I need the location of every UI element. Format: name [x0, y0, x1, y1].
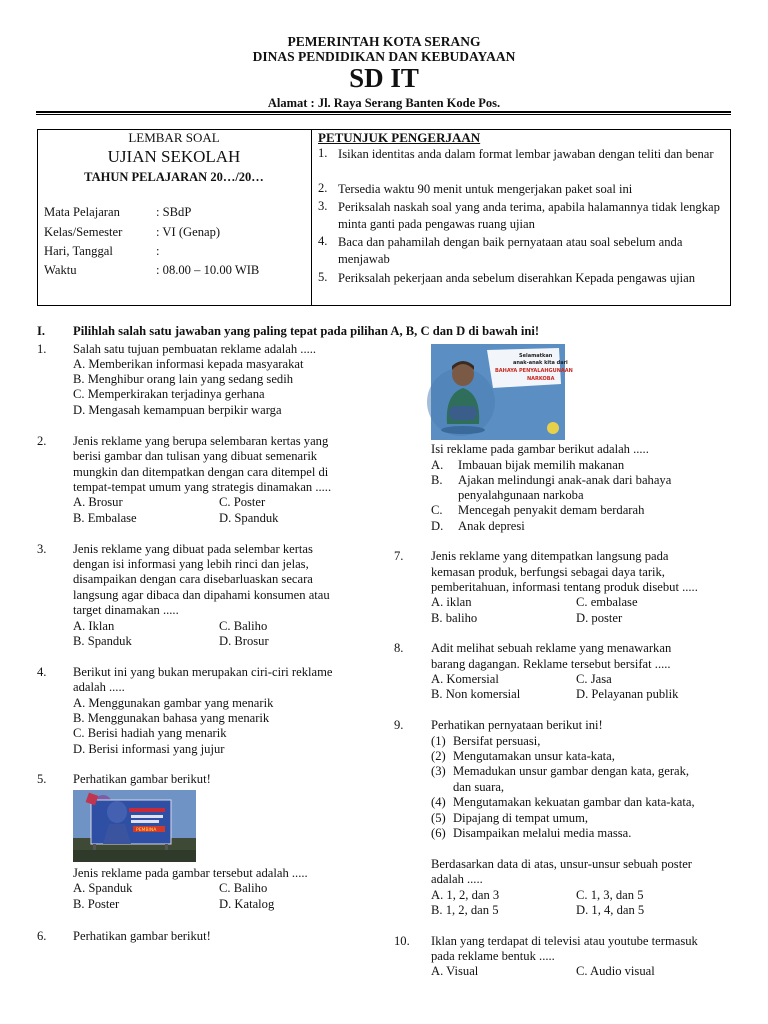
sheet-label: LEMBAR SOAL: [128, 130, 220, 145]
section-title: Pilihlah salah satu jawaban yang paling tepat pada pilihan A, B, C dan D di bawah ini!: [73, 324, 540, 338]
meta-label-date: Hari, Tanggal: [44, 244, 113, 258]
answer-letter: B.: [431, 473, 443, 487]
question-text: Jenis reklame yang dibuat pada selembar kertas: [73, 542, 313, 556]
government-heading: PEMERINTAH KOTA SERANG: [287, 34, 481, 49]
answer-option: D. Katalog: [219, 897, 275, 911]
meta-label-class: Kelas/Semester: [44, 225, 123, 239]
instruction-number: 2.: [318, 181, 328, 195]
poster-line-1: Selamatkan: [519, 353, 553, 359]
statement-number: (5): [431, 811, 446, 825]
answer-option: A. Visual: [431, 964, 479, 978]
question-number: 4.: [37, 665, 47, 679]
answer-option: C. Jasa: [576, 672, 612, 686]
question-text: pada reklame bentuk .....: [431, 949, 555, 963]
statement-text: Mengutamakan kekuatan gambar dan kata-kata,: [453, 795, 695, 809]
statement-text: Bersifat persuasi,: [453, 734, 541, 748]
answer-option: D. Berisi informasi yang jujur: [73, 742, 225, 756]
statement-number: (4): [431, 795, 446, 809]
statement-number: (6): [431, 826, 446, 840]
answer-option: A. iklan: [431, 595, 472, 609]
question-text: adalah .....: [73, 680, 125, 694]
answer-option: D. 1, 4, dan 5: [576, 903, 645, 917]
answer-option: C. Baliho: [219, 619, 268, 633]
question-number: 5.: [37, 772, 47, 786]
question-text: Isi reklame pada gambar berikut adalah .....: [431, 442, 649, 456]
answer-option: A. Brosur: [73, 495, 123, 509]
question-number: 6.: [37, 929, 47, 943]
answer-option: D. Mengasah kemampuan berpikir warga: [73, 403, 282, 417]
question-text: langsung agar dibaca dan dipahami konsumen atau: [73, 588, 330, 602]
statement-text: Disampaikan melalui media massa.: [453, 826, 632, 840]
meta-value-subject: : SBdP: [156, 205, 192, 219]
answer-option: B. Menghibur orang lain yang sedang sedih: [73, 372, 293, 386]
question-number: 10.: [394, 934, 410, 948]
header-rule-thin: [36, 114, 731, 115]
meta-value-time: : 08.00 – 10.00 WIB: [156, 263, 260, 277]
info-box-divider: [311, 129, 312, 306]
answer-option: A. Komersial: [431, 672, 499, 686]
answer-option: Mencegah penyakit demam berdarah: [458, 503, 645, 517]
section-number: I.: [37, 324, 46, 338]
poster-line-3: BAHAYA PENYALAHGUNAAN: [495, 368, 573, 374]
answer-option: C. Baliho: [219, 881, 268, 895]
question-text: Salah satu tujuan pembuatan reklame adalah .....: [73, 342, 317, 356]
instruction-number: 1.: [318, 146, 328, 160]
statement-text: Dipajang di tempat umum,: [453, 811, 589, 825]
answer-option: Imbauan bijak memilih makanan: [458, 458, 625, 472]
answer-option: A. 1, 2, dan 3: [431, 888, 500, 902]
question-text: Jenis reklame pada gambar tersebut adalah .....: [73, 866, 308, 880]
answer-option: A. Menggunakan gambar yang menarik: [73, 696, 274, 710]
answer-option: D. poster: [576, 611, 623, 625]
answer-option: D. Pelayanan publik: [576, 687, 679, 701]
question-text: target dinamakan .....: [73, 603, 179, 617]
answer-option: B. baliho: [431, 611, 478, 625]
instructions-title: PETUNJUK PENGERJAAN: [318, 130, 481, 145]
academic-year: TAHUN PELAJARAN 20…/20…: [84, 170, 264, 184]
question-number: 8.: [394, 641, 404, 655]
question-text: Jenis reklame yang ditempatkan langsung pada: [431, 549, 669, 563]
question-text: Jenis reklame yang berupa selembaran kertas yang: [73, 434, 329, 448]
statement-text: Mengutamakan unsur kata-kata,: [453, 749, 615, 763]
instruction-text: Periksalah pekerjaan anda sebelum diserahkan Kepada pengawas ujian: [338, 271, 696, 285]
instruction-text: Isikan identitas anda dalam format lembar jawaban dengan teliti dan benar: [338, 147, 714, 161]
billboard-photo: [73, 790, 196, 862]
instruction-text: Baca dan pahamilah dengan baik pernyataan atau soal sebelum anda menjawab: [338, 235, 683, 266]
answer-option: D. Brosur: [219, 634, 269, 648]
answer-option: D. Spanduk: [219, 511, 279, 525]
answer-option: C. Memperkirakan terjadinya gerhana: [73, 387, 265, 401]
answer-letter: D.: [431, 519, 444, 533]
answer-option: C. embalase: [576, 595, 638, 609]
question-number: 2.: [37, 434, 47, 448]
question-text: Adit melihat sebuah reklame yang menawarkan: [431, 641, 672, 655]
answer-option: B. Embalase: [73, 511, 137, 525]
question-text: Perhatikan gambar berikut!: [73, 929, 211, 943]
answer-option: A. Iklan: [73, 619, 115, 633]
poster-line-4: NARKOBA: [527, 376, 555, 382]
instruction-number: 3.: [318, 199, 328, 213]
statement-number: (1): [431, 734, 446, 748]
meta-label-time: Waktu: [44, 263, 77, 277]
answer-letter: C.: [431, 503, 443, 517]
question-text: kemasan produk, berfungsi sebagai daya tarik,: [431, 565, 665, 579]
school-name: SD IT: [349, 63, 419, 93]
question-text: tempat-tempat umum yang strategis dinamakan .....: [73, 480, 332, 494]
instruction-number: 4.: [318, 234, 328, 248]
question-text: pemberitahuan, informasi tentang produk disebut .....: [431, 580, 698, 594]
school-address: Alamat : Jl. Raya Serang Banten Kode Pos.: [267, 96, 501, 110]
answer-option: penyalahgunaan narkoba: [458, 488, 584, 502]
statement-text: dan suara,: [453, 780, 505, 794]
question-text: Berikut ini yang bukan merupakan ciri-ciri reklame: [73, 665, 333, 679]
statement-text: Memadukan unsur gambar dengan kata, gerak,: [453, 764, 690, 778]
answer-option: Anak depresi: [458, 519, 525, 533]
meta-value-date: :: [156, 244, 160, 258]
question-number: 7.: [394, 549, 404, 563]
question-text: Perhatikan gambar berikut!: [73, 772, 211, 786]
answer-option: C. Berisi hadiah yang menarik: [73, 726, 227, 740]
question-text: barang dagangan. Reklame tersebut bersifat .....: [431, 657, 671, 671]
question-text: Iklan yang terdapat di televisi atau youtube termasuk: [431, 934, 698, 948]
question-text: Perhatikan pernyataan berikut ini!: [431, 718, 603, 732]
question-number: 3.: [37, 542, 47, 556]
question-text: berisi gambar dan tulisan yang dibuat semenarik: [73, 449, 318, 463]
question-text: dengan isi informasi yang lebih rinci dan jelas,: [73, 557, 309, 571]
department-heading: DINAS PENDIDIKAN DAN KEBUDAYAAN: [252, 49, 516, 64]
meta-value-class: : VI (Genap): [156, 225, 221, 239]
header-rule-thick: [36, 111, 731, 113]
answer-option: Ajakan melindungi anak-anak dari bahaya: [458, 473, 672, 487]
billboard-text: PEMBINA: [136, 828, 157, 833]
answer-option: C. Audio visual: [576, 964, 655, 978]
answer-option: C. Poster: [219, 495, 266, 509]
answer-option: C. 1, 3, dan 5: [576, 888, 644, 902]
exam-title: UJIAN SEKOLAH: [107, 147, 241, 166]
poster-line-2: anak-anak kita dari: [513, 360, 568, 366]
answer-option: B. 1, 2, dan 5: [431, 903, 499, 917]
question-number: 1.: [37, 342, 47, 356]
answer-letter: A.: [431, 458, 444, 472]
answer-option: A. Memberikan informasi kepada masyarakat: [73, 357, 304, 371]
question-text: mungkin dan ditempatkan dengan cara ditempel di: [73, 465, 329, 479]
meta-label-subject: Mata Pelajaran: [44, 205, 120, 219]
instruction-text: Periksalah naskah soal yang anda terima, apabila halamannya tidak lengkap minta ganti pada pengawas ruang ujian: [338, 200, 720, 231]
instruction-text: Tersedia waktu 90 menit untuk mengerjakan paket soal ini: [338, 182, 633, 196]
answer-option: B. Spanduk: [73, 634, 132, 648]
question-text: Berdasarkan data di atas, unsur-unsur sebuah poster: [431, 857, 692, 871]
instruction-number: 5.: [318, 270, 328, 284]
answer-option: B. Poster: [73, 897, 120, 911]
statement-number: (3): [431, 764, 446, 778]
question-text: disampaikan dengan cara disebarluaskan secara: [73, 572, 313, 586]
statement-number: (2): [431, 749, 446, 763]
answer-option: B. Menggunakan bahasa yang menarik: [73, 711, 270, 725]
anti-drug-poster: [431, 344, 573, 440]
question-text: adalah .....: [431, 872, 483, 886]
answer-option: B. Non komersial: [431, 687, 521, 701]
answer-option: A. Spanduk: [73, 881, 133, 895]
question-number: 9.: [394, 718, 404, 732]
